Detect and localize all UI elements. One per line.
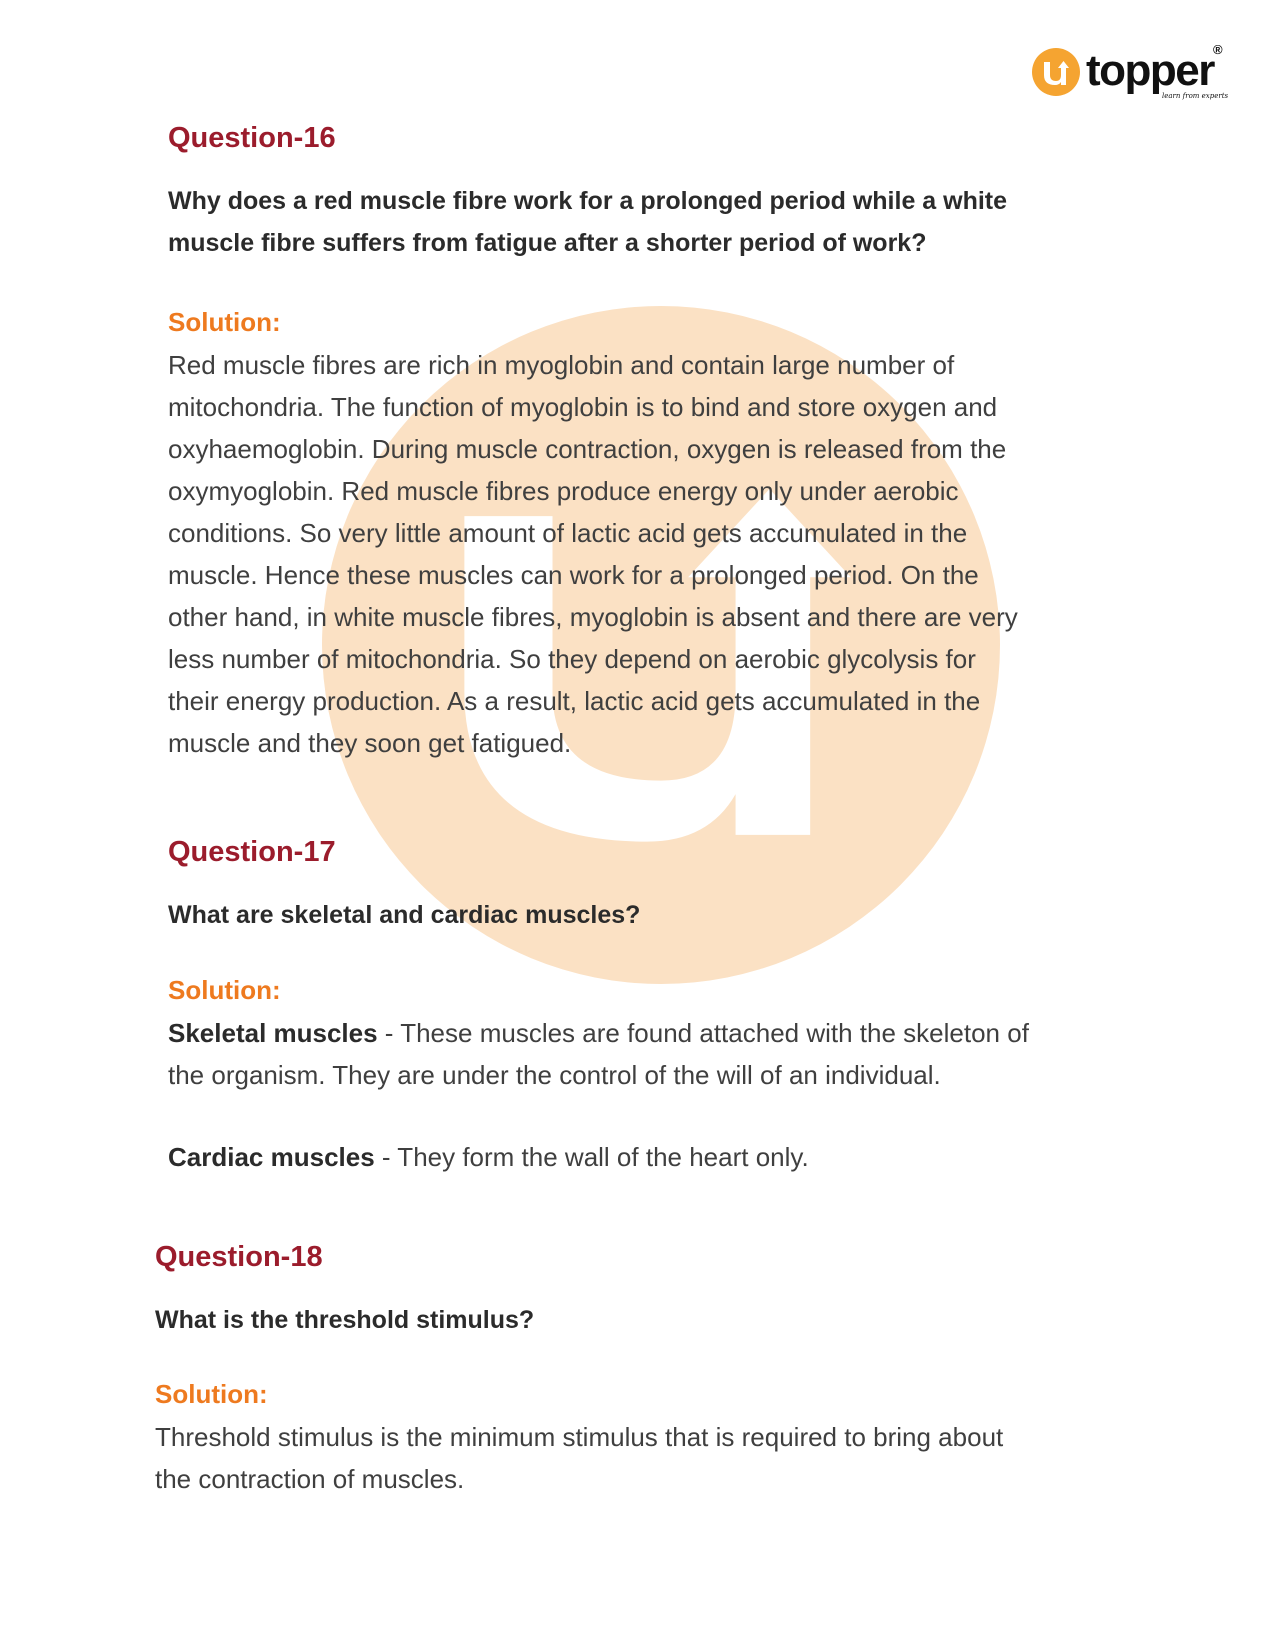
solution-18-line: Threshold stimulus is the minimum stimulus that is required to bring about: [155, 1422, 1004, 1452]
solution-18-block: [155, 1376, 1135, 1500]
registered-mark: ®: [1213, 42, 1223, 57]
solution-16-block: [168, 304, 1128, 764]
solution-16-line: less number of mitochondria. So they depend on aerobic glycolysis for: [168, 644, 976, 674]
cardiac-muscles-text: [168, 1136, 1128, 1178]
topper-logo: [1032, 40, 1232, 102]
solution-16-line: their energy production. As a result, lactic acid gets accumulated in the: [168, 686, 981, 716]
solution-16-label: Solution:: [168, 307, 281, 337]
solution-16-line: conditions. So very little amount of lactic acid gets accumulated in the: [168, 518, 968, 548]
cardiac-muscles-term: Cardiac muscles: [168, 1142, 375, 1172]
solution-16-line: muscle. Hence these muscles can work for a prolonged period. On the: [168, 560, 979, 590]
solution-16-line: mitochondria. The function of myoglobin is to bind and store oxygen and: [168, 392, 998, 422]
cardiac-muscles-line: - They form the wall of the heart only.: [374, 1142, 809, 1172]
solution-18-text: [155, 1416, 1135, 1500]
skeletal-muscles-line: - These muscles are found attached with the skeleton of: [377, 1018, 1029, 1048]
question-18-block: [155, 1237, 1095, 1341]
question-16-block: [168, 118, 1108, 264]
question-18-title: Question-18: [155, 1241, 323, 1273]
logo-u-icon: [1032, 48, 1080, 96]
solution-17-block: [168, 972, 1128, 1178]
skeletal-muscles-line: the organism. They are under the control of the will of an individual.: [168, 1060, 941, 1090]
question-17-text: What are skeletal and cardiac muscles?: [168, 901, 641, 929]
question-17-title: Question-17: [168, 836, 336, 868]
skeletal-muscles-text: [168, 1012, 1128, 1096]
solution-17-label: Solution:: [168, 975, 281, 1005]
question-16-text: [168, 180, 1108, 264]
solution-16-line: Red muscle fibres are rich in myoglobin and contain large number of: [168, 350, 955, 380]
question-17-block: [168, 832, 1108, 936]
logo-wordmark: topper: [1086, 46, 1214, 95]
solution-16-line: oxymyoglobin. Red muscle fibres produce energy only under aerobic: [168, 476, 959, 506]
solution-16-line: oxyhaemoglobin. During muscle contraction, oxygen is released from the: [168, 434, 1007, 464]
question-16-line: Why does a red muscle fibre work for a prolonged period while a white: [168, 187, 1008, 215]
question-16-title: Question-16: [168, 122, 336, 154]
question-18-text: What is the threshold stimulus?: [155, 1306, 535, 1334]
solution-16-line: muscle and they soon get fatigued.: [168, 728, 572, 758]
solution-16-text: [168, 344, 1128, 764]
solution-18-line: the contraction of muscles.: [155, 1464, 465, 1494]
skeletal-muscles-term: Skeletal muscles: [168, 1018, 378, 1048]
logo-tagline: learn from experts: [1162, 92, 1229, 100]
solution-18-label: Solution:: [155, 1379, 268, 1409]
logo-circle-icon: [1032, 48, 1080, 96]
solution-16-line: other hand, in white muscle fibres, myoglobin is absent and there are very: [168, 602, 1018, 632]
question-16-line: muscle fibre suffers from fatigue after a shorter period of work?: [168, 229, 927, 257]
